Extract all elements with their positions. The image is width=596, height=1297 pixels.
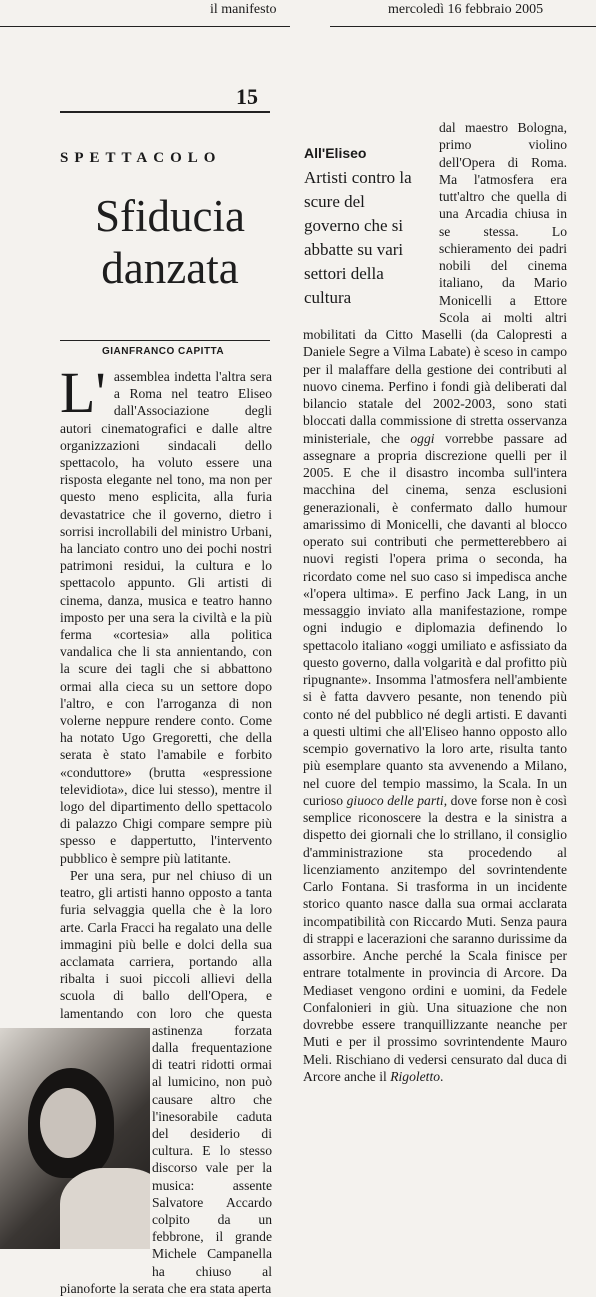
section-rubric: SPETTACOLO bbox=[60, 150, 222, 166]
right-text-a: dal maestro Bologna, primo violino dell'Opera di Roma. Ma l'atmosfera era tutt'altro che quella di una Arcadia chiusa in se stessa. Lo schieramento dei padri nobili del cinema italiano, da Mario Monicelli a Ettore Scola ai molti altri mobilitati da Citto Maselli (da Calopresti a Daniele Segre a Vilma Labate) è sceso in campo per il malaffare della gestione dei contributi al nuovo cinema. Perfino i fondi già deliberati dal bilancio statale del 2002-2003, sono stati bloccati dalla commissione di stretta osservanza ministeriale, che bbox=[303, 120, 567, 446]
right-text-end: . bbox=[440, 1068, 444, 1084]
sidebar-title: All'Eliseo bbox=[304, 145, 367, 161]
header-rule-left bbox=[0, 26, 290, 27]
right-text-oggi: oggi bbox=[410, 430, 435, 446]
page-number: 15 bbox=[236, 84, 258, 109]
paragraph-1 bbox=[60, 360, 272, 867]
issue-date: mercoledì 16 febbraio 2005 bbox=[388, 2, 544, 17]
dropcap: L' bbox=[60, 360, 106, 425]
dancer-photo bbox=[0, 1028, 150, 1249]
headline: Sfiducia danzata bbox=[95, 191, 245, 293]
right-column-text bbox=[303, 119, 567, 1085]
right-text-giuoco: giuoco delle parti bbox=[346, 792, 444, 808]
right-text-b: vorrebbe passare ad assegnare a propria discrezione quelli per il 2005. E che il disastro incomba sull'intera macchina del cinema, senza esclusioni generazionali, è confermato dallo humour amarissimo di Monicelli, che davanti al blocco operato sui contributi che permetterebbero ai nuovi registi l'opera prima o seconda, ha ricordato come nel suo caso si impedisca anche «l'opera ultima». E perfino Jack Lang, in un messaggio inviato alla manifestazione, rompe ogni indugio e diplomazia definendo lo spettacolo italiano «oggi umiliato e asfissiato da questo governo, dalla volgarità e dal profitto più ripugnante». Insomma l'atmosfera nell'ambiente si è fatta davvero pesante, non tenendo più conto né del pubblico né degli artisti. E davanti a questi ultimi che all'Eliseo hanno opposto allo scempio governativo la loro arte, risulta tanto più esemplare quanto sta avvenendo a Milano, nel cuore del tempio massimo, la Scala. In un curioso bbox=[303, 430, 568, 808]
masthead: il manifesto bbox=[210, 2, 277, 17]
sidebar-deck: Artisti contro la scure del governo che si abbatte su vari settori della cultura bbox=[304, 168, 412, 307]
article-column-right bbox=[303, 119, 567, 1085]
byline: GIANFRANCO CAPITTA bbox=[102, 346, 225, 357]
right-text-c: , dove forse non è così semplice riconoscere la destra e la sinistra a dispetto dei giornali che lo strillano, il consiglio d'amministrazione sta procedendo al licenziamento anzitempo del sovrintendente Carlo Fontana. Si trasforma in un incidente storico quanto nasce dalla sua ormai acclarata incompatibilità con Riccardo Muti. Senza paura di strappi e lacerazioni che saranno durissime da assorbire. Anche perché la Scala finisce per entrare totalmente in provincia di Arcore. Da Mediaset vengono ordini e uomini, da Fedele Confalonieri in giù. Una situazione che non dovrebbe essere tranquillizzante neanche per Muti e per il prossimo sovrintendente Mauro Meli. Rischiano di vedersi censurato dal duca di Arcore anche il bbox=[303, 792, 568, 1084]
page-number-rule bbox=[60, 111, 270, 113]
right-text-rigoletto: Rigoletto bbox=[390, 1068, 441, 1084]
paragraph-2-text: Per una sera, pur nel chiuso di un teatro, gli artisti hanno opposto a tanta furia selvaggia quella che è la loro arte. Carla Fracci ha regalato una delle immagini più belle e dolci della sua acclamata carriera, portando alla ribalta i suoi piccoli allievi della scuola di ballo dell'Opera, e lamentando con loro che questa astinenza forzata dalla frequentazione di teatri ridotti ormai al lumicino, non può causare altro che l'inesorabile caduta del desiderio di cultura. E lo stesso discorso vale per la musica: assente Salvatore Accardo colpito da un febbrone, il grande Michele Campanella ha chiuso al pianoforte la serata che era stata aperta bbox=[60, 867, 272, 1296]
paragraph-1-text: assemblea indetta l'altra sera a Roma nel teatro Eliseo dall'Associazione degli autori cinematografici e dalle altre organizzazioni sindacali dello spettacolo, ha voluto essere una risposta elegante nel tono, ma non per questo meno esplicita, alla furia devastatrice che il governo, dietro i sorrisi incrollabili del ministro Urbani, ha lanciato contro uno dei pochi nostri patrimoni residui, la cultura e lo spettacolo appunto. Gli artisti di cinema, danza, musica e teatro hanno imposto per una sera la civiltà e la più ferma «cortesia» alla politica vandalica che li sta annientando, con la scure dei tagli che si abbattono ormai alla cieca su un settore dopo l'altro, e con l'arroganza di non volerne neppure rendere conto. Come ha notato Ugo Gregoretti, che della serata è stato l'amabile e forbito «conduttore» (brutta «espressione televidiota», dice lui stesso), mentre il logo del dipartimento dello spettacolo di palazzo Chigi compare sempre più spesso e dappertutto, l'intervento pubblico è sempre più latitante. bbox=[60, 369, 272, 866]
header-rule-right bbox=[330, 26, 596, 27]
deck-notch bbox=[303, 119, 439, 315]
byline-rule bbox=[60, 340, 270, 341]
